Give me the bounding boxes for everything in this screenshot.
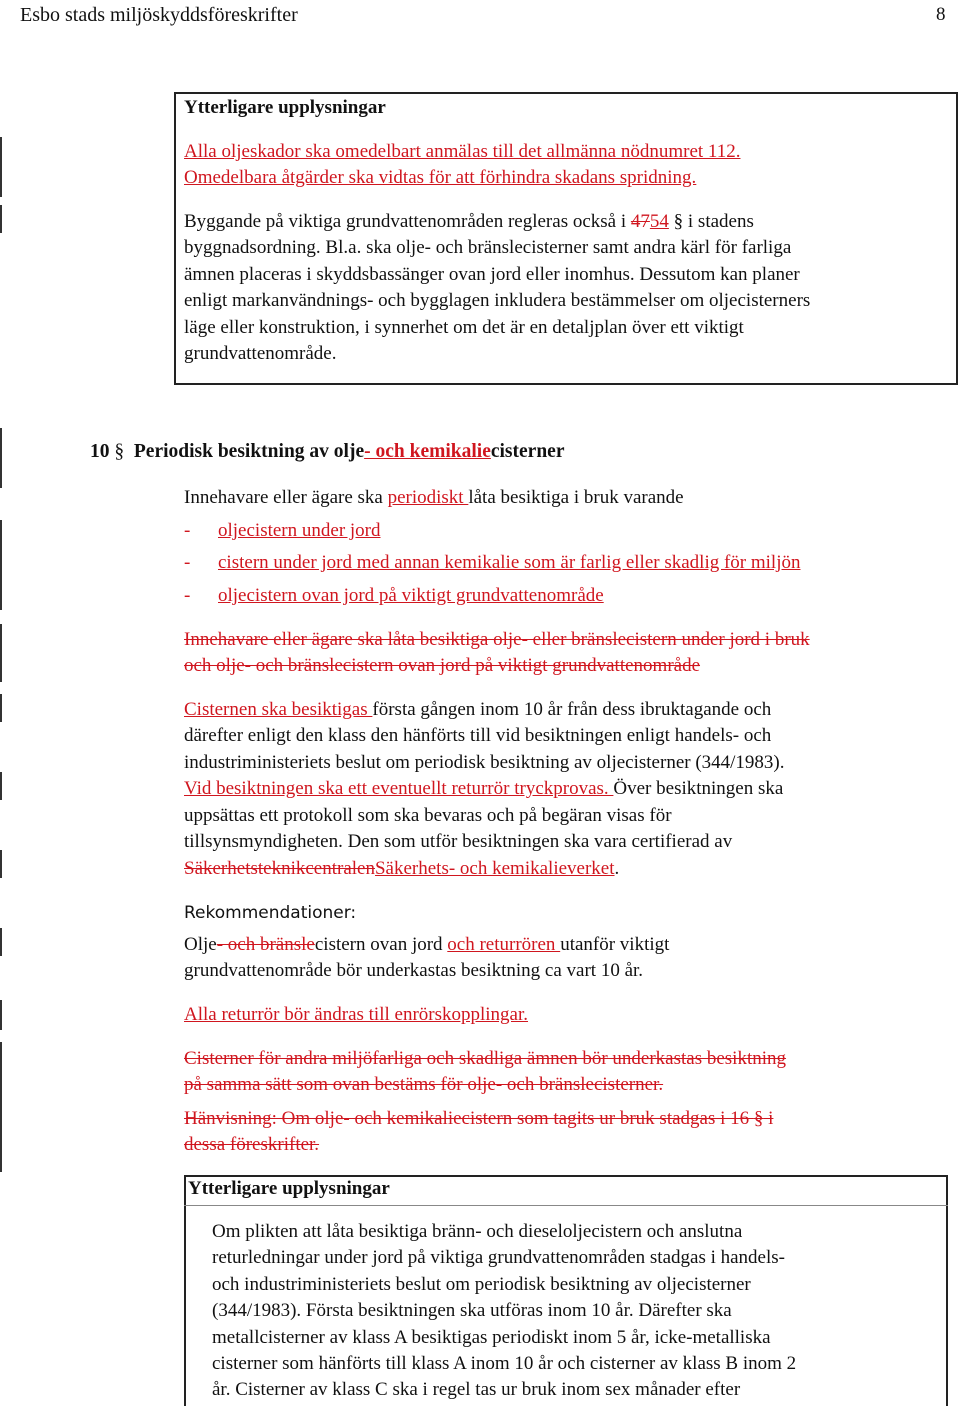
deleted-line: dessa föreskrifter. <box>184 1134 320 1155</box>
emergency-line-1: Alla oljeskador ska omedelbart anmälas till det allmänna nödnumret 112. <box>184 141 741 162</box>
section-heading: 10 § Periodisk besiktning av olje- och kemikaliecisterner <box>90 441 565 462</box>
inspection-paragraph-line: Vid besiktningen ska ett eventuellt returrör tryckprovas. Över besiktningen ska <box>184 778 784 799</box>
revision-bar <box>0 205 2 233</box>
revision-bar <box>0 1042 2 1172</box>
revision-bar <box>0 520 2 610</box>
info-box-2-line: Om plikten att låta besiktiga bränn- och dieseloljecistern och anslutna <box>212 1221 743 1242</box>
revision-bar <box>0 1000 2 1030</box>
inspection-paragraph-line: därefter enligt den klass den hänförts till vid besiktningen enligt handels- och <box>184 725 772 746</box>
page-number: 8 <box>936 4 946 25</box>
info-box-2-line: år. Cisterner av klass C ska i regel tas ur bruk inom sex månader efter <box>212 1379 741 1401</box>
info-box-2-line: metallcisterner av klass A besiktigas periodiskt inom 5 år, icke-metalliska <box>212 1326 771 1348</box>
intro-line: Innehavare eller ägare ska periodiskt låta besiktiga i bruk varande <box>184 487 684 508</box>
section-sign: § <box>114 441 125 462</box>
info-box-2-line: och industriministeriets beslut om periodisk besiktning av oljecisterner <box>212 1273 751 1295</box>
inspection-paragraph-line: tillsynsmyndigheten. Den som utför besiktningen ska vara certifierad av <box>184 831 733 852</box>
recommendation-line: Olje- och bränslecistern ovan jord och returrören utanför viktigt <box>184 934 670 955</box>
emergency-line-2: Omedelbara åtgärder ska vidtas för att förhindra skadans spridning. <box>184 167 697 188</box>
deleted-line: på samma sätt som ovan bestäms för olje- och bränslecisterner. <box>184 1074 664 1095</box>
box1-paragraph-line: läge eller konstruktion, i synnerhet om det är en detaljplan över ett viktigt <box>184 317 744 338</box>
info-box-1-heading: Ytterligare upplysningar <box>184 97 386 118</box>
list-item: - cistern under jord med annan kemikalie som är farlig eller skadlig för miljön <box>184 552 801 573</box>
box1-paragraph-line: byggnadsordning. Bl.a. ska olje- och bränslecisterner samt andra kärl för farliga <box>184 237 792 258</box>
info-box-2-body <box>212 1219 796 1404</box>
info-box-2-line: cisterner som hänförts till klass A inom 10 år och cisterner av klass B inom 2 <box>212 1353 797 1375</box>
inserted-number: 54 <box>649 211 669 232</box>
box1-paragraph-line: enligt markanvändnings- och bygglagen inkludera bestämmelser om oljecisterners <box>184 290 811 311</box>
info-box-2-line: (344/1983). Första besiktningen ska utföras inom 10 år. Därefter ska <box>212 1300 732 1322</box>
recommendation-line: grundvattenområde bör underkastas besiktning ca vart 10 år. <box>184 960 644 981</box>
list-item: - oljecistern under jord <box>184 520 381 541</box>
revision-bar <box>0 772 2 800</box>
revision-bar <box>0 428 2 488</box>
info-box-2-heading: Ytterligare upplysningar <box>188 1178 390 1199</box>
section-sign: § <box>673 211 684 232</box>
deleted-line: Hänvisning: Om olje- och kemikaliecistern som tagits ur bruk stadgas i 16 § i <box>184 1108 774 1129</box>
list-item: - oljecistern ovan jord på viktigt grundvattenområde <box>184 585 604 606</box>
revision-bar <box>0 694 2 722</box>
deleted-number: 47 <box>630 211 650 232</box>
box1-paragraph-line: Byggande på viktiga grundvattenområden regleras också i 4754 § i stadens <box>184 211 754 232</box>
inspection-paragraph-line: Cisternen ska besiktigas första gången inom 10 år från dess ibruktagande och <box>184 699 772 720</box>
box1-paragraph-line: grundvattenområde. <box>184 343 337 364</box>
deleted-line: Innehavare eller ägare ska låta besiktiga olje- eller bränslecistern under jord i bruk <box>184 629 810 650</box>
info-box-2-inner-border <box>184 1205 948 1206</box>
revision-bar <box>0 137 2 197</box>
revision-bar <box>0 624 2 682</box>
box1-paragraph-line: ämnen placeras i skyddsbassänger ovan jord eller inomhus. Dessutom kan planer <box>184 264 800 285</box>
inspection-paragraph-line: SäkerhetsteknikcentralenSäkerhets- och kemikalieverket. <box>184 858 620 879</box>
revision-bar <box>0 850 2 878</box>
section-sign: § <box>753 1108 764 1129</box>
info-box-2-line: returledningar under jord på viktiga grundvattenområden stadgas i handels- <box>212 1247 785 1269</box>
inspection-paragraph-line: uppsättas ett protokoll som ska bevaras och på begäran visas för <box>184 805 672 826</box>
recommendations-heading: Rekommendationer: <box>184 903 357 923</box>
deleted-line: och olje- och bränslecistern ovan jord på viktigt grundvattenområde <box>184 655 701 676</box>
section-number: 10 <box>90 441 110 462</box>
recommendation-inserted-line: Alla returrör bör ändras till enrörskopplingar. <box>184 1004 529 1025</box>
revision-bar <box>0 928 2 956</box>
page-header-title: Esbo stads miljöskyddsföreskrifter <box>20 4 298 26</box>
inspection-paragraph-line: industriministeriets beslut om periodisk besiktning av oljecisterner (344/1983). <box>184 752 785 773</box>
deleted-line: Cisterner för andra miljöfarliga och skadliga ämnen bör underkastas besiktning <box>184 1048 787 1069</box>
